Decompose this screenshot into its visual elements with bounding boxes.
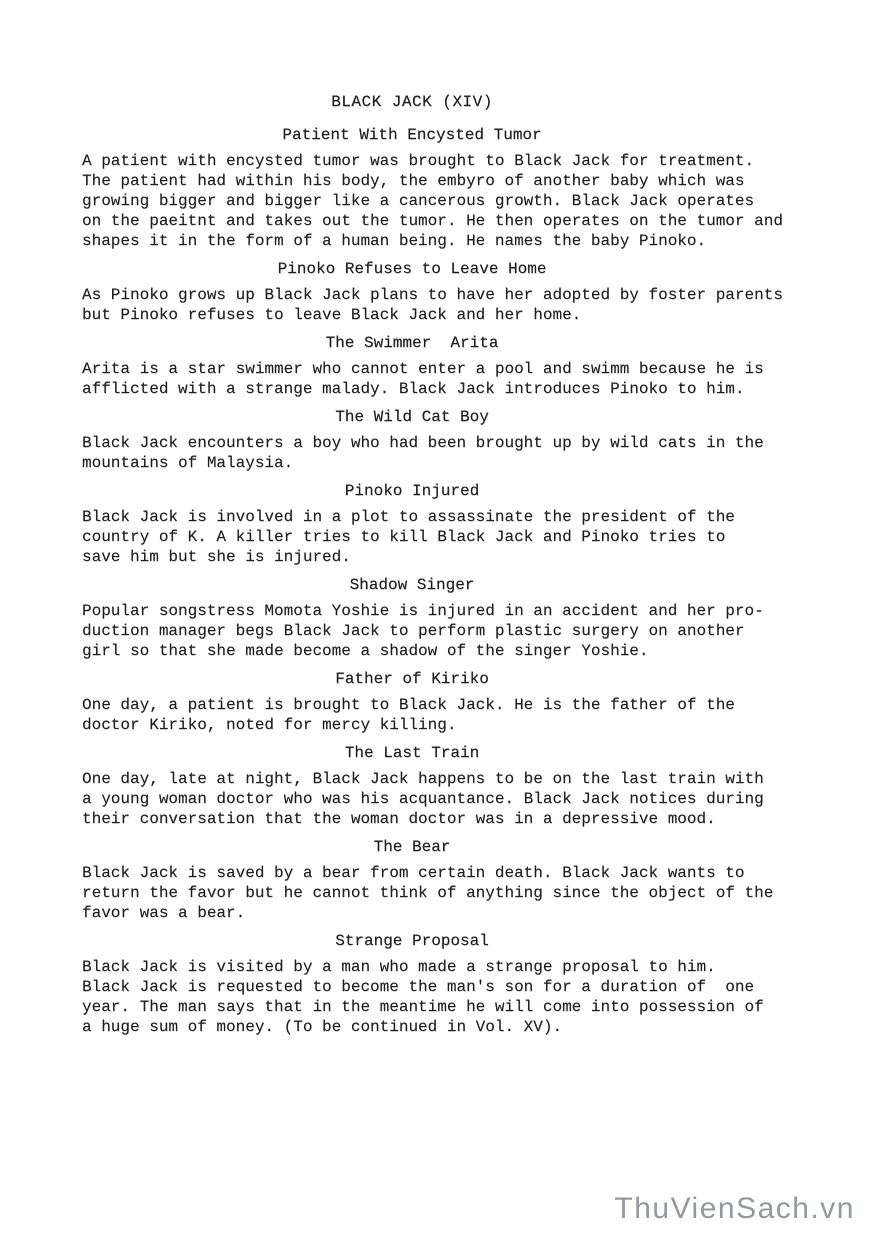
section-heading: Pinoko Injured	[344, 482, 480, 500]
section-paragraph: One day, late at night, Black Jack happens to be on the last train with a young woman doctor who was his acquantance. Black Jack notices during their conversation that the woman doctor was in a depressive mood.	[82, 770, 764, 828]
section-heading: The Wild Cat Boy	[335, 408, 489, 426]
document-section	[82, 481, 742, 567]
section-paragraph: As Pinoko grows up Black Jack plans to have her adopted by foster parents but Pinoko refuses to leave Black Jack and her home.	[82, 286, 783, 324]
section-paragraph: Black Jack is visited by a man who made a strange proposal to him. Black Jack is requested to become the man's son for a duration of one year. The man says that in the meantime he will come into possession of a huge sum of money. (To be continued in Vol. XV).	[82, 958, 764, 1036]
section-paragraph: Black Jack is involved in a plot to assassinate the president of the country of K. A killer tries to kill Black Jack and Pinoko tries to save him but she is injured.	[82, 508, 735, 566]
document-section	[82, 125, 783, 251]
document-section	[82, 931, 764, 1037]
section-paragraph: Popular songstress Momota Yoshie is injured in an accident and her pro- duction manager begs Black Jack to perform plastic surgery on another girl so that she made become a shadow of the singer Yoshie.	[82, 602, 764, 660]
section-paragraph: Black Jack encounters a boy who had been brought up by wild cats in the mountains of Malaysia.	[82, 434, 764, 472]
section-heading: Shadow Singer	[349, 576, 475, 594]
document-content	[82, 92, 783, 1037]
section-paragraph: Black Jack is saved by a bear from certain death. Black Jack wants to return the favor but he cannot think of anything since the object of the favor was a bear.	[82, 864, 774, 922]
section-heading: Pinoko Refuses to Leave Home	[277, 260, 547, 278]
document-section	[82, 743, 764, 829]
section-paragraph: One day, a patient is brought to Black Jack. He is the father of the doctor Kiriko, noted for mercy killing.	[82, 696, 735, 734]
section-heading: The Swimmer Arita	[325, 334, 499, 352]
section-heading: The Bear	[373, 838, 451, 856]
document-section	[82, 259, 783, 325]
watermark: ThuVienSach.vn	[614, 1192, 855, 1225]
section-heading: Patient With Encysted Tumor	[282, 126, 542, 144]
section-paragraph: A patient with encysted tumor was brought to Black Jack for treatment. The patient had within his body, the embyro of another baby which was growing bigger and bigger like a cancerous growth. Black Jack operates on the paeitnt and takes out the tumor. He then operates on the tumor and shapes it in the form of a human being. He names the baby Pinoko.	[82, 152, 783, 250]
document-section	[82, 837, 774, 923]
section-heading: The Last Train	[344, 744, 480, 762]
section-heading: Father of Kiriko	[335, 670, 489, 688]
document-title: BLACK JACK (XIV)	[331, 93, 493, 111]
section-paragraph: Arita is a star swimmer who cannot enter a pool and swimm because he is afflicted with a strange malady. Black Jack introduces Pinoko to him.	[82, 360, 764, 398]
sections-container	[82, 125, 783, 1037]
document-section	[82, 333, 764, 399]
section-heading: Strange Proposal	[335, 932, 489, 950]
document-section	[82, 575, 764, 661]
document-section	[82, 407, 764, 473]
document-section	[82, 669, 742, 735]
